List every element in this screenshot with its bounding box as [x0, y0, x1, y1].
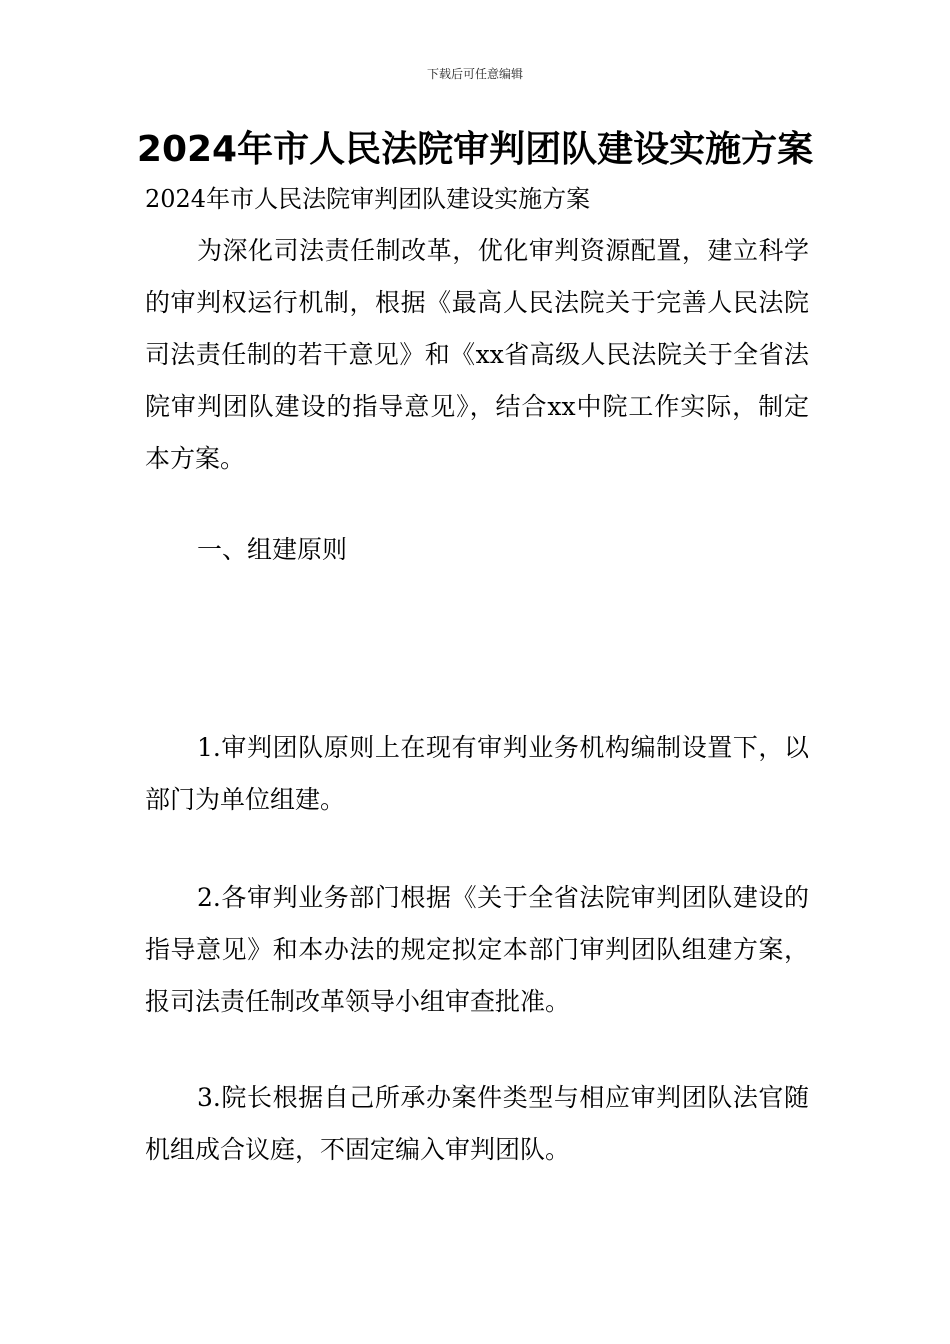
section-heading: 一、组建原则	[197, 535, 348, 564]
document-title: 2024年市人民法院审判团队建设实施方案	[136, 129, 814, 170]
intro-paragraph: 为深化司法责任制改革，优化审判资源配置，建立科学的审判权运行机制，根据《最高人民法院关于完善人民法院司法责任制的若干意见》和《xx省高级人民法院关于全省法院审判团队建设的指导意见》，结合xx中院工作实际，制定本方案。	[145, 236, 809, 473]
list-item: 2.各审判业务部门根据《关于全省法院审判团队建设的指导意见》和本办法的规定拟定本部门审判团队组建方案，报司法责任制改革领导小组审查批准。	[145, 883, 809, 1016]
document-subtitle: 2024年市人民法院审判团队建设实施方案	[145, 185, 591, 213]
header-note: 下载后可任意编辑	[426, 67, 523, 81]
list-item: 3.院长根据自己所承办案件类型与相应审判团队法官随机组成合议庭，不固定编入审判团队。	[145, 1083, 809, 1164]
list-item: 1.审判团队原则上在现有审判业务机构编制设置下，以部门为单位组建。	[145, 733, 809, 814]
